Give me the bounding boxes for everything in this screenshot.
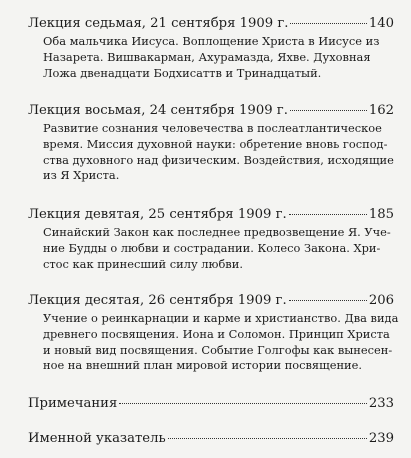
dot-leader [119, 403, 367, 404]
toc-entry-page-number: 239 [368, 431, 394, 446]
toc-entry-heading [28, 207, 394, 223]
description-line: стос как принесший силу любви. [43, 256, 243, 271]
description-line: из Я Христа. [43, 168, 120, 183]
description-line: Синайский Закон как последнее предвозвещение Я. Уче- [43, 225, 391, 239]
toc-entry-title: Именной указатель [28, 431, 166, 446]
description-line: время. Миссия духовной науки: обретение вновь господ- [43, 136, 388, 151]
description-line: Учение о реинкарнации и карме и христианство. Два вида [43, 311, 399, 325]
description-line: ства духовного над физическим. Воздействия, исходящие [43, 152, 394, 167]
toc-entry-heading [28, 396, 394, 412]
description-line: ное на внешний план мировой истории посвящение. [43, 358, 362, 373]
toc-entry-page-number: 140 [368, 16, 394, 31]
toc-entry-lecture-10 [28, 293, 399, 374]
dot-leader [289, 300, 367, 301]
toc-entry-name-index [28, 431, 394, 447]
description-line: ние Будды о любви и сострадании. Колесо Закона. Хри- [43, 240, 381, 255]
toc-entry-description [43, 121, 395, 184]
toc-entry-description [43, 311, 399, 374]
description-line: Развитие сознания человечества в послеатлантическое [43, 121, 382, 135]
toc-entry-lecture-7 [28, 16, 394, 81]
dot-leader [290, 110, 367, 111]
toc-entry-heading [28, 16, 394, 32]
toc-entry-page-number: 233 [368, 396, 394, 411]
toc-entry-title: Лекция восьмая, 24 сентября 1909 г. [28, 103, 288, 118]
toc-entry-page-number: 162 [368, 103, 394, 118]
toc-entry-lecture-8 [28, 103, 394, 184]
toc-entry-title: Лекция десятая, 26 сентября 1909 г. [28, 293, 287, 308]
dot-leader [290, 23, 366, 24]
toc-entry-description [43, 34, 395, 81]
description-line: Ложа двенадцати Бодхисаттв и Тринадцатый. [43, 65, 322, 80]
toc-entry-description [43, 225, 395, 272]
toc-entry-title: Лекция девятая, 25 сентября 1909 г. [28, 207, 287, 222]
toc-entry-page-number: 206 [368, 293, 394, 308]
dot-leader [289, 214, 367, 215]
toc-entry-heading [28, 103, 394, 119]
toc-entry-title: Примечания [28, 396, 118, 411]
toc-entry-heading [28, 431, 394, 447]
dot-leader [168, 438, 367, 439]
toc-entry-notes [28, 396, 394, 412]
description-line: и новый вид посвящения. Событие Голгофы как вынесен- [43, 342, 393, 357]
toc-entry-heading [28, 293, 394, 309]
toc-entry-title: Лекция седьмая, 21 сентября 1909 г. [28, 16, 289, 31]
description-line: Оба мальчика Иисуса. Воплощение Христа в Иисусе из [43, 34, 380, 48]
description-line: Назарета. Вишвакарман, Ахурамазда, Яхве. Духовная [43, 49, 371, 64]
toc-entry-lecture-9 [28, 207, 394, 272]
description-line: древнего посвящения. Иона и Соломон. Принцип Христа [43, 326, 390, 341]
toc-entry-page-number: 185 [368, 207, 394, 222]
